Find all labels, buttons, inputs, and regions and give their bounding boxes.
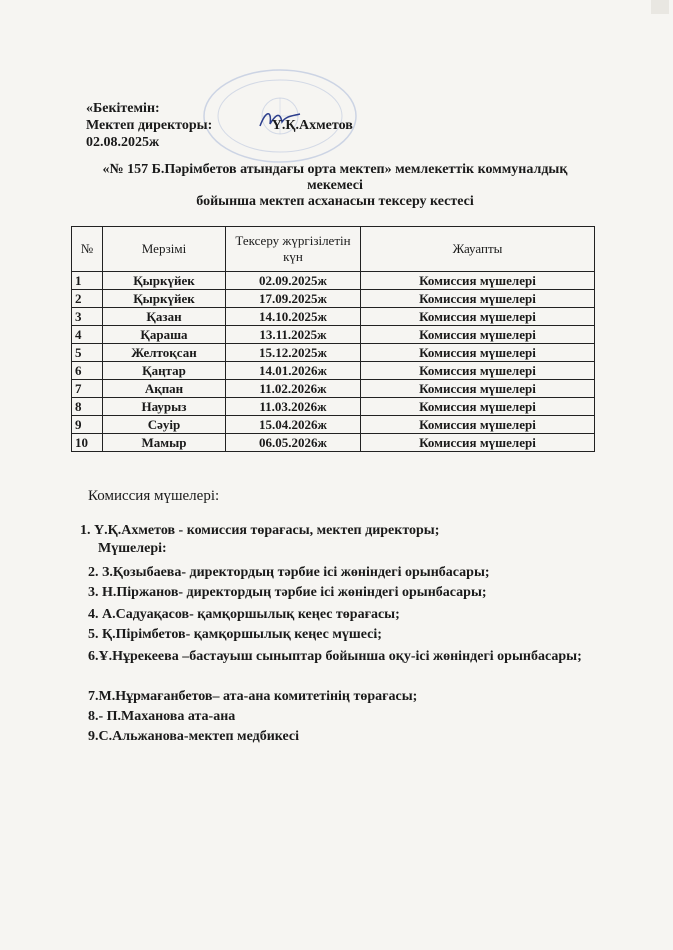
- heading-subject: бойынша мектеп асханасын тексеру кестесі: [196, 194, 474, 209]
- row-number: 6: [72, 362, 103, 380]
- director-line: [86, 117, 353, 134]
- table-row: [72, 362, 595, 380]
- table-row: [72, 344, 595, 362]
- header-period: Мерзімі: [103, 227, 226, 272]
- row-number: 5: [72, 344, 103, 362]
- list-item: Мүшелері:: [98, 541, 167, 556]
- table-row: [72, 398, 595, 416]
- table-row: [72, 308, 595, 326]
- row-responsible: Комиссия мүшелері: [361, 326, 595, 344]
- row-date: 14.10.2025ж: [226, 308, 361, 326]
- header-date: Тексеру жүргізілетін күн: [226, 227, 361, 272]
- row-month: Ақпан: [103, 380, 226, 398]
- row-responsible: Комиссия мүшелері: [361, 416, 595, 434]
- list-item: 4. А.Садуақасов- қамқоршылық кеңес төрағасы;: [88, 607, 400, 622]
- director-label: Мектеп директоры:: [86, 118, 213, 133]
- row-responsible: Комиссия мүшелері: [361, 308, 595, 326]
- row-responsible: Комиссия мүшелері: [361, 398, 595, 416]
- row-date: 11.03.2026ж: [226, 398, 361, 416]
- approval-block: [86, 100, 353, 151]
- list-item: 8.- П.Маханова ата-ана: [88, 709, 236, 724]
- list-item: 2. З.Қозыбаева- директордың тәрбие ісі жөніндегі орынбасары;: [88, 565, 490, 580]
- table-row: [72, 272, 595, 290]
- row-number: 3: [72, 308, 103, 326]
- list-item: 7.М.Нұрмағанбетов– ата-ана комитетінің төрағасы;: [88, 689, 418, 704]
- row-month: Наурыз: [103, 398, 226, 416]
- table-row: [72, 326, 595, 344]
- header-number: №: [72, 227, 103, 272]
- row-date: 06.05.2026ж: [226, 434, 361, 452]
- table-row: [72, 434, 595, 452]
- table-row: [72, 290, 595, 308]
- row-month: Қараша: [103, 326, 226, 344]
- row-date: 17.09.2025ж: [226, 290, 361, 308]
- row-number: 10: [72, 434, 103, 452]
- row-date: 15.12.2025ж: [226, 344, 361, 362]
- row-month: Мамыр: [103, 434, 226, 452]
- row-date: 02.09.2025ж: [226, 272, 361, 290]
- approval-title: «Бекітемін:: [86, 101, 160, 116]
- row-number: 4: [72, 326, 103, 344]
- corner-mark: [651, 0, 669, 14]
- row-number: 1: [72, 272, 103, 290]
- row-number: 9: [72, 416, 103, 434]
- table-row: [72, 416, 595, 434]
- row-responsible: Комиссия мүшелері: [361, 362, 595, 380]
- row-number: 7: [72, 380, 103, 398]
- row-responsible: Комиссия мүшелері: [361, 272, 595, 290]
- list-item: 5. Қ.Пірімбетов- қамқоршылық кеңес мүшесі;: [88, 627, 382, 642]
- approval-date: 02.08.2025ж: [86, 135, 160, 150]
- director-name: Ү.Қ.Ахметов: [271, 118, 353, 133]
- row-responsible: Комиссия мүшелері: [361, 344, 595, 362]
- row-number: 8: [72, 398, 103, 416]
- row-date: 13.11.2025ж: [226, 326, 361, 344]
- row-month: Желтоқсан: [103, 344, 226, 362]
- row-month: Қазан: [103, 308, 226, 326]
- header-responsible: Жауапты: [361, 227, 595, 272]
- list-item: 9.С.Альжанова-мектеп медбикесі: [88, 729, 299, 744]
- list-item: 1. Ү.Қ.Ахметов - комиссия төрағасы, мектеп директоры;: [80, 523, 440, 538]
- row-responsible: Комиссия мүшелері: [361, 380, 595, 398]
- document-heading: [90, 162, 580, 210]
- list-item: 6.Ұ.Нұрекеева –бастауыш сыныптар бойынша оқу-ісі жөніндегі орынбасары;: [88, 649, 582, 664]
- table-header-row: [72, 227, 595, 272]
- row-responsible: Комиссия мүшелері: [361, 434, 595, 452]
- row-date: 14.01.2026ж: [226, 362, 361, 380]
- heading-school: «№ 157 Б.Пәрімбетов атындағы орта мектеп» мемлекеттік коммуналдық мекемесі: [102, 162, 568, 193]
- row-month: Қыркүйек: [103, 290, 226, 308]
- list-item: 3. Н.Піржанов- директордың тәрбие ісі жөніндегі орынбасары;: [88, 585, 487, 600]
- table-row: [72, 380, 595, 398]
- row-month: Қаңтар: [103, 362, 226, 380]
- inspection-schedule-table: [71, 226, 595, 452]
- row-number: 2: [72, 290, 103, 308]
- members-title: Комиссия мүшелері:: [88, 488, 220, 504]
- row-date: 15.04.2026ж: [226, 416, 361, 434]
- row-month: Қыркүйек: [103, 272, 226, 290]
- row-responsible: Комиссия мүшелері: [361, 290, 595, 308]
- row-date: 11.02.2026ж: [226, 380, 361, 398]
- row-month: Сәуір: [103, 416, 226, 434]
